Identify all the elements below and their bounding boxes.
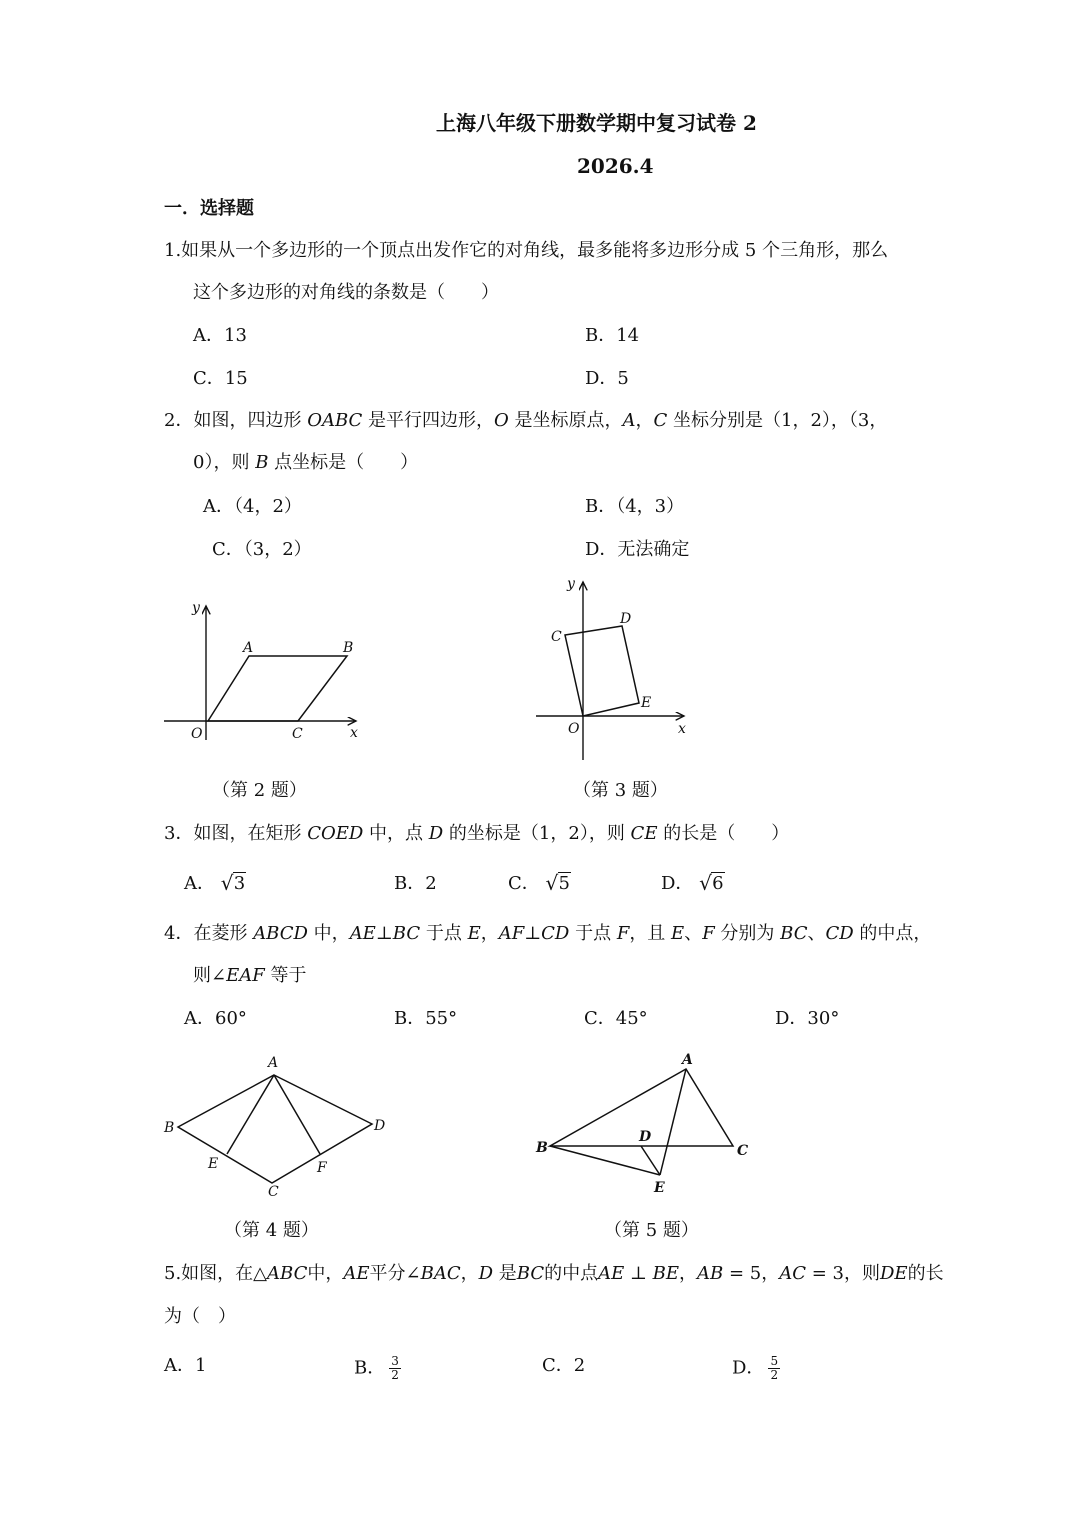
q4-option-c: C．45°	[584, 1008, 648, 1029]
q1-option-d: D．5	[585, 368, 629, 389]
q4-option-d: D．30°	[775, 1008, 840, 1029]
fig5-label-c: C	[737, 1143, 749, 1159]
q3-option-c: C． √ 5	[508, 873, 571, 895]
q2-option-c: C．（3，2）	[212, 539, 312, 560]
fig3-label-d: D	[620, 611, 632, 627]
fig3-label-c: C	[551, 629, 562, 645]
fig3-caption: （第 3 题）	[573, 780, 668, 801]
q2-line1: 2．如图，四边形 OABC 是平行四边形，O 是坐标原点，A，C 坐标分别是（1，2），（3，	[164, 410, 888, 431]
figure-5	[530, 1045, 760, 1200]
fig4-label-f: F	[317, 1160, 327, 1176]
q5-option-b: B． $\frac{3}{2}$	[354, 1354, 399, 1382]
fig4-label-b: B	[164, 1120, 175, 1136]
q4-line2: 则∠EAF 等于	[193, 965, 307, 986]
q2-option-a: A．（4，2）	[203, 496, 302, 517]
fig5-label-d: D	[639, 1129, 652, 1145]
q2-option-d: D．无法确定	[585, 539, 690, 560]
q4-option-a: A．60°	[184, 1008, 247, 1029]
fig2-label-c: C	[292, 726, 303, 742]
q1-line1: 1.如果从一个多边形的一个顶点出发作它的对角线，最多能将多边形分成 5 个三角形，那么	[164, 240, 889, 261]
fig4-label-c: C	[268, 1184, 279, 1200]
q2-line2: 0），则 B 点坐标是（ ）	[193, 452, 419, 473]
q3-option-a: A． √ 3	[184, 873, 246, 895]
fig2-label-o: O	[191, 726, 203, 742]
fig3-label-x: x	[678, 721, 686, 737]
q5-fraction-b: $\frac{3}{2}$	[391, 1354, 399, 1382]
exam-date: 2026.4	[577, 154, 654, 178]
fig2-caption: （第 2 题）	[212, 780, 307, 801]
fig2-label-x: x	[350, 725, 358, 741]
q3-line1: 3．如图，在矩形 COED 中，点 D 的坐标是（1，2），则 CE 的长是（ ）	[164, 823, 790, 844]
fig4-label-d: D	[374, 1118, 386, 1134]
figure-4	[160, 1048, 400, 1203]
fig2-parallelogram	[208, 656, 347, 721]
q5-option-d: D． $\frac{5}{2}$	[732, 1354, 779, 1382]
q1-option-b: B．14	[585, 325, 640, 346]
q5-fraction-d: $\frac{5}{2}$	[770, 1354, 779, 1382]
figure-3	[530, 568, 700, 763]
fig4-caption: （第 4 题）	[224, 1220, 319, 1241]
fig3-label-e: E	[641, 695, 652, 711]
q4-option-b: B．55°	[394, 1008, 458, 1029]
fig4-segment-ae	[227, 1075, 274, 1154]
fig5-label-e: E	[654, 1180, 665, 1196]
fig3-rectangle	[565, 626, 639, 716]
fig2-label-b: B	[343, 640, 354, 656]
section-title: 一．选择题	[164, 198, 254, 219]
q1-option-a: A．13	[193, 325, 247, 346]
fig2-label-y: y	[192, 600, 200, 616]
q3-option-d: D． √ 6	[661, 873, 725, 895]
fig3-label-y: y	[567, 576, 575, 592]
fig4-label-a: A	[268, 1055, 279, 1071]
figure-2	[160, 590, 380, 750]
fig5-segment-ae	[660, 1069, 686, 1175]
q5-option-c: C．2	[542, 1355, 586, 1376]
fig3-label-o: O	[568, 721, 580, 737]
fig5-label-b: B	[536, 1140, 548, 1156]
q5-line2: 为（ ）	[164, 1306, 236, 1327]
fig5-label-a: A	[682, 1052, 693, 1068]
q1-option-c: C．15	[193, 368, 248, 389]
fig5-caption: （第 5 题）	[604, 1220, 699, 1241]
q2-option-b: B．（4，3）	[585, 496, 685, 517]
exam-title: 上海八年级下册数学期中复习试卷 2	[436, 111, 757, 135]
q1-line2: 这个多边形的对角线的条数是（ ）	[193, 282, 499, 303]
q3-option-b: B．2	[394, 873, 437, 894]
fig4-label-e: E	[208, 1156, 219, 1172]
fig2-label-a: A	[243, 640, 254, 656]
q4-line1: 4．在菱形 ABCD 中，AE⊥BC 于点 E，AF⊥CD 于点 F，且 E、F 分别为 BC、CD 的中点，	[164, 923, 932, 944]
q5-line1: 5.如图，在△ABC中，AE平分∠BAC，D 是BC的中点AE ⊥ BE，AB = 5，AC = 3，则DE的长	[164, 1263, 944, 1284]
q5-option-a: A．1	[164, 1355, 207, 1376]
